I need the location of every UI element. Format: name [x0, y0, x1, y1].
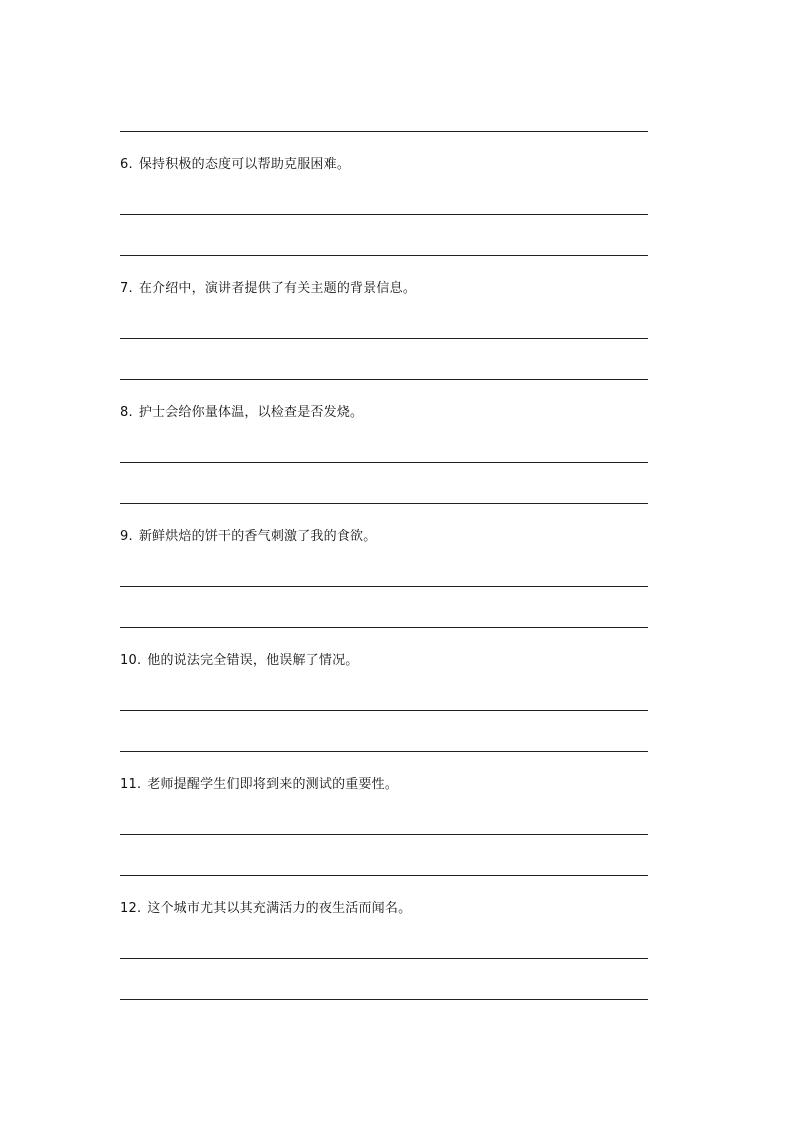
answer-line [120, 751, 648, 752]
question-number: 10. [120, 653, 142, 668]
answer-line [120, 999, 648, 1000]
question-number: 12. [120, 901, 142, 916]
answer-line [120, 462, 648, 463]
question-number: 6. [120, 157, 133, 172]
answer-line [120, 379, 648, 380]
question-8 [120, 405, 660, 421]
question-12 [120, 901, 660, 917]
answer-line [120, 586, 648, 587]
question-10 [120, 653, 660, 669]
answer-line [120, 503, 648, 504]
question-text: 新鲜烘焙的饼干的香气刺激了我的食欲。 [138, 529, 377, 544]
answer-line [120, 338, 648, 339]
question-text: 在介绍中，演讲者提供了有关主题的背景信息。 [138, 281, 417, 296]
question-text: 老师提醒学生们即将到来的测试的重要性。 [147, 777, 399, 792]
answer-line [120, 958, 648, 959]
question-6 [120, 157, 660, 173]
question-number: 9. [120, 529, 133, 544]
answer-line [120, 710, 648, 711]
question-number: 8. [120, 405, 133, 420]
answer-line [120, 131, 648, 132]
question-9 [120, 529, 660, 545]
answer-line [120, 875, 648, 876]
question-text: 保持积极的态度可以帮助克服困难。 [138, 157, 351, 172]
answer-line [120, 214, 648, 215]
question-text: 这个城市尤其以其充满活力的夜生活而闻名。 [147, 901, 412, 916]
question-7 [120, 281, 660, 297]
question-number: 11. [120, 777, 142, 792]
answer-line [120, 255, 648, 256]
question-11 [120, 777, 660, 793]
question-number: 7. [120, 281, 133, 296]
answer-line [120, 627, 648, 628]
question-text: 护士会给你量体温，以检查是否发烧。 [138, 405, 364, 420]
question-text: 他的说法完全错误，他误解了情况。 [147, 653, 359, 668]
answer-line [120, 834, 648, 835]
